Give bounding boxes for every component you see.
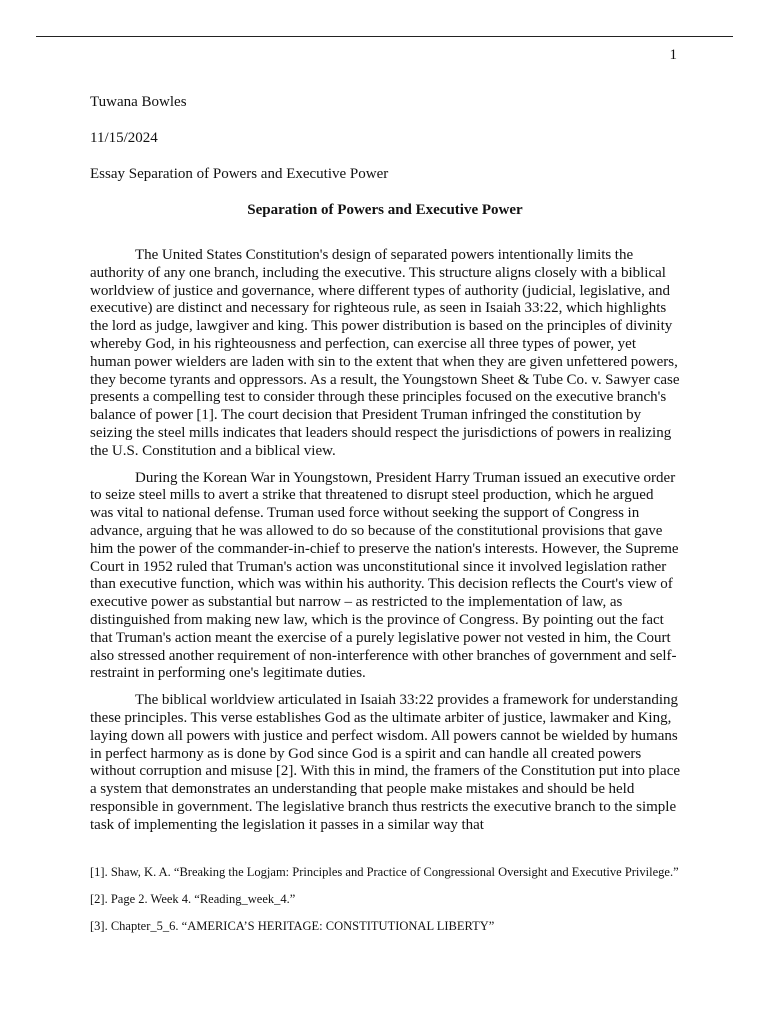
author-name: Tuwana Bowles xyxy=(90,94,187,110)
paragraph-2: During the Korean War in Youngstown, President Harry Truman issued an executive order to seize steel mills to avert a strike that threatened to disrupt steel production, which he argued was vital to national defense. Truman used force without seeking the support of Congress in advance, arguing that he was allowed to do so because of the constitutional provisions that gave him the power of the commander-in-chief to preserve the nation's interests. However, the Supreme Court in 1952 ruled that Truman's action was unconstitutional since it involved legislation rather than executive function, which was within his authority. This decision reflects the Court's view of executive power as substantial but narrow – as restricted to the implementation of law, as distinguished from making new law, which is the province of Congress. By pointing out the fact that Truman's action meant the exercise of a purely legislative power not vested in him, the Court also stressed another requirement of non-interference with other branches of government and self-restraint in performing one's legitimate duties. xyxy=(90,469,679,682)
course-line: Essay Separation of Powers and Executive Power xyxy=(90,166,389,182)
document-body xyxy=(90,93,680,844)
essay-date: 11/15/2024 xyxy=(90,130,158,146)
footnote-1: [1]. Shaw, K. A. “Breaking the Logjam: Principles and Practice of Congressional Oversight and Executive Privilege.” xyxy=(90,865,679,879)
paragraph-3: The biblical worldview articulated in Isaiah 33:22 provides a framework for understanding these principles. This verse establishes God as the ultimate arbiter of justice, lawmaker and King, laying down all powers with justice and perfect wisdom. All powers cannot be wielded by humans in perfect harmony as is done by God since God is a spirit and can handle all created powers without corruption and misuse [2]. With this in mind, the framers of the Constitution put into place a system that demonstrates an understanding that people make mistakes and should be held responsible in government. The legislative branch thus restricts the executive branch to the simple task of implementing the legislation it passes in a similar way that xyxy=(90,692,681,833)
essay-title: Separation of Powers and Executive Power xyxy=(247,202,523,218)
paragraph-1: The United States Constitution's design of separated powers intentionally limits the authority of any one branch, including the executive. This structure aligns closely with a biblical worldview of justice and governance, where different types of authority (judicial, legislative, and executive) are distinct and necessary for righteous rule, as seen in Isaiah 33:22, which highlights the lord as judge, lawgiver and king. This power distribution is based on the principles of divinity whereby God, in his righteousness and perfection, can exercise all three types of power, yet human power wielders are laden with sin to the extent that when they are given unfettered powers, they become tyrants and oppressors. As a result, the Youngstown Sheet & Tube Co. v. Sawyer case presents a compelling test to consider through these principles focused on the executive branch's balance of power [1]. The court decision that President Truman infringed the constitution by seizing the steel mills indicates that leaders should respect the jurisdictions of powers in realizing the U.S. Constitution and a biblical view. xyxy=(90,247,680,459)
header-rule xyxy=(36,36,733,37)
footnote-2: [2]. Page 2. Week 4. “Reading_week_4.” xyxy=(90,892,296,906)
footnotes xyxy=(90,864,680,945)
footnote-3: [3]. Chapter_5_6. “AMERICA’S HERITAGE: CONSTITUTIONAL LIBERTY” xyxy=(90,919,495,933)
page-number: 1 xyxy=(669,47,677,63)
